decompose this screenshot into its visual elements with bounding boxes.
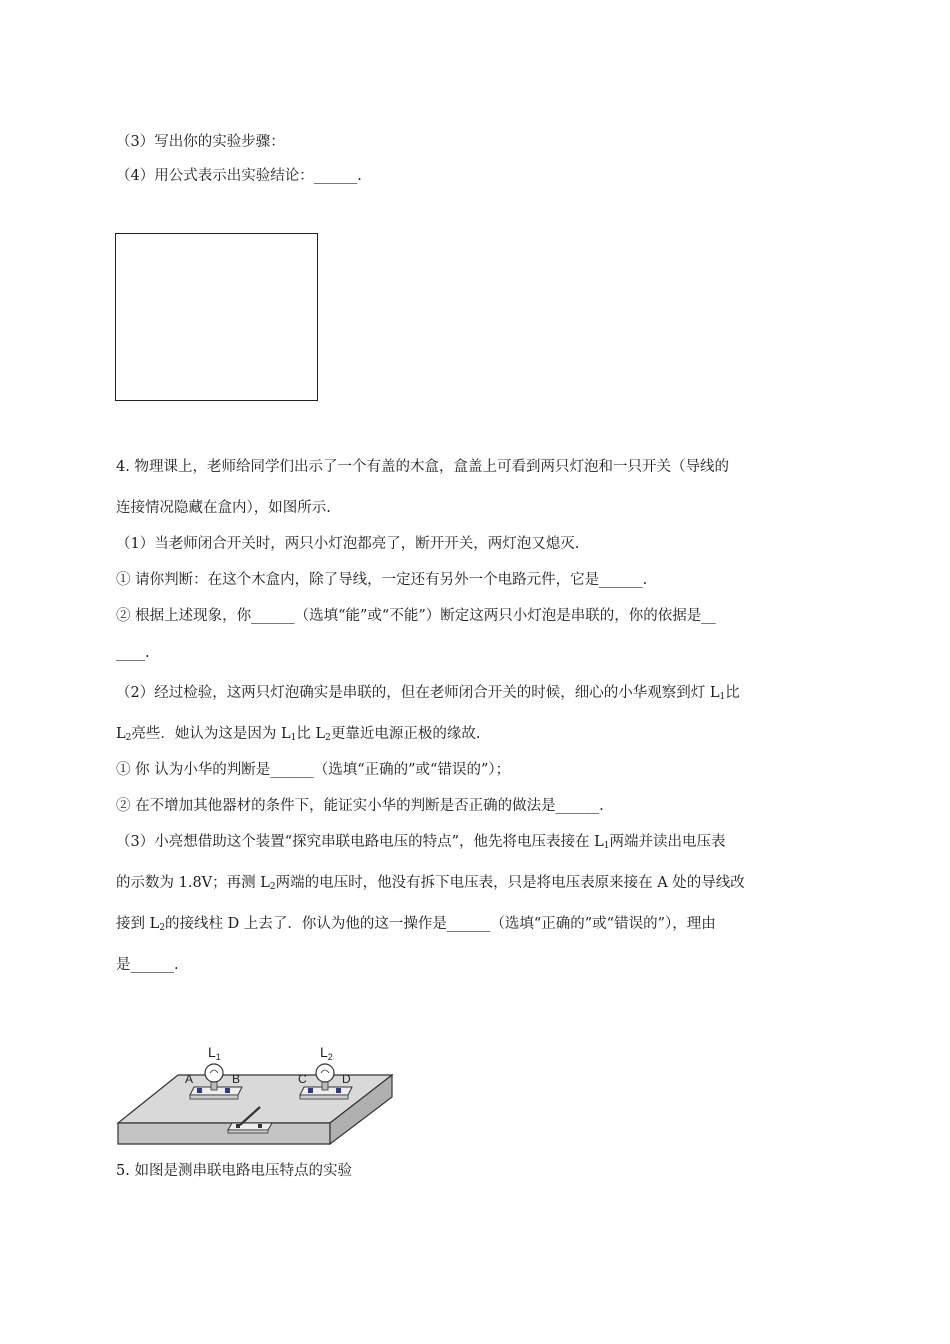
- q4-part2-question-b: ② 在不增加其他器材的条件下，能证实小华的判断是否正确的做法是______.: [116, 798, 604, 814]
- q4-part1: （1）当老师闭合开关时，两只小灯泡都亮了，断开开关，两灯泡又熄灭.: [116, 536, 580, 552]
- box-front: [118, 1123, 330, 1144]
- q4-part2-line1: （2）经过检验，这两只灯泡确实是串联的，但在老师闭合开关的时候，细心的小华观察到灯 $L_1$比: [116, 685, 740, 702]
- q4-part1-question-a: ① 请你判断：在这个木盒内，除了导线，一定还有另外一个电路元件，它是______.: [116, 572, 648, 588]
- terminal-b-label: B: [232, 1072, 241, 1086]
- q3-step4: （4）用公式表示出实验结论：______.: [116, 168, 362, 184]
- q3-step3: （3）写出你的实验步骤：: [116, 134, 285, 150]
- q5-stem: 5. 如图是测串联电路电压特点的实验: [116, 1163, 352, 1179]
- q4-part2-line2: $L_2$亮些．她认为这是因为 $L_1$比 $L_2$更靠近电源正极的缘故.: [116, 726, 481, 743]
- q4-stem-line2: 连接情况隐藏在盒内），如图所示.: [116, 500, 331, 516]
- lamp1-label: $L_1$: [208, 1044, 221, 1062]
- q4-part1-question-b-line2: ____.: [116, 645, 150, 661]
- q4-part3-line4: 是______.: [116, 957, 179, 973]
- terminal-a-label: A: [185, 1072, 194, 1086]
- bulb-icon: [316, 1064, 334, 1082]
- bulb-icon: [205, 1064, 223, 1082]
- q4-part3-line1: （3）小亮想借助这个装置“探究串联电路电压的特点”，他先将电压表接在 $L_1$两端并读出电压表: [116, 834, 726, 851]
- q4-part1-question-b-line1: ② 根据上述现象，你______（选填“能”或“不能”）断定这两只小灯泡是串联的，你的依据是__: [116, 608, 716, 624]
- q4-stem-line1: 4. 物理课上，老师给同学们出示了一个有盖的木盒，盒盖上可看到两只灯泡和一只开关（导线的: [116, 459, 729, 475]
- q4-part3-line3: 接到 $L_2$的接线柱 D 上去了．你认为他的这一操作是______（选填“正确的”或“错误的”），理由: [116, 916, 716, 933]
- terminal-c-label: C: [298, 1072, 307, 1086]
- wooden-box-figure: [110, 1015, 400, 1150]
- lamp2-label: $L_2$: [320, 1044, 333, 1062]
- q4-part3-line2: 的示数为 1.8V；再测 $L_2$两端的电压时，他没有拆下电压表，只是将电压表原来接在 A 处的导线改: [116, 875, 745, 892]
- terminal-d-label: D: [342, 1072, 351, 1086]
- answer-box: [115, 233, 318, 401]
- q4-part2-question-a: ① 你 认为小华的判断是______（选填“正确的”或“错误的”）；: [116, 762, 511, 778]
